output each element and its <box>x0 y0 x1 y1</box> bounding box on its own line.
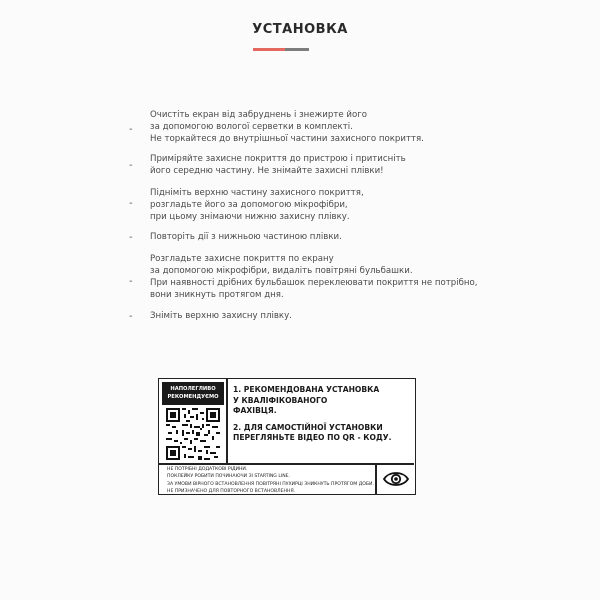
step-text-line: Не торкайтеся до внутрішньої частини захисного покриття. <box>150 134 424 144</box>
recommendation-line: У КВАЛІФІКОВАНОГО <box>233 395 328 405</box>
recommendation-badge <box>162 382 224 405</box>
step-text-line: при цьому знімаючи нижню захисну плівку. <box>150 212 350 222</box>
recommendation-line: 1. РЕКОМЕНДОВАНА УСТАНОВКА <box>233 385 380 394</box>
step-text-line: його середню частину. Не знімайте захисні плівки! <box>150 166 384 176</box>
note-line: ПОКЛЕЙКУ РОБИТИ ПОЧИНАЮЧИ ЗІ STARTING LINE. <box>167 474 291 480</box>
step-text-line: Підніміть верхню частину захисного покриття, <box>150 188 364 198</box>
step-text-line: Повторіть дії з нижньою частиною плівки. <box>150 232 342 242</box>
step-bullet: - <box>129 124 133 135</box>
step-text-line: При наявності дрібних бульбашок переклеювати покриття не потрібно, <box>150 278 478 288</box>
box-divider <box>375 463 377 494</box>
underline-red-segment <box>253 48 285 51</box>
recommendation-left-panel <box>159 379 225 463</box>
step-text-line: Розгладьте захисне покриття по екрану <box>150 254 334 264</box>
note-line: НЕ ПРИЗНАЧЕНО ДЛЯ ПОВТОРНОГО ВСТАНОВЛЕННЯ. <box>167 489 296 495</box>
box-divider <box>226 379 228 463</box>
recommendation-item-1 <box>233 385 413 417</box>
recommendation-box <box>158 378 416 495</box>
recommendation-notes <box>167 466 377 496</box>
step-text-line: Зніміть верхню захисну плівку. <box>150 311 292 321</box>
step-text-line: Очистіть екран від забруднень і знежирте його <box>150 110 367 120</box>
step-bullet: - <box>129 160 133 171</box>
step-bullet: - <box>129 232 133 243</box>
qr-code-icon[interactable] <box>166 408 220 460</box>
step-text-line: вони зникнуть протягом дня. <box>150 290 284 300</box>
badge-line: НАПОЛЕГЛИВО <box>170 386 216 392</box>
recommendation-line: ФАХІВЦЯ. <box>233 406 277 416</box>
eye-icon <box>383 470 409 488</box>
step-text-line: Приміряйте захисне покриття до пристрою і притисніть <box>150 154 406 164</box>
page-title: УСТАНОВКА <box>252 22 348 37</box>
step-text-line: за допомогою вологої серветки в комплекті. <box>150 122 353 132</box>
title-underline <box>253 48 309 51</box>
step-bullet: - <box>129 311 133 322</box>
recommendation-item-2 <box>233 423 413 444</box>
badge-line: РЕКОМЕНДУЄМО <box>167 394 219 400</box>
recommendation-line: ПЕРЕГЛЯНЬТЕ ВІДЕО ПО QR - КОДУ. <box>233 433 392 443</box>
step-bullet: - <box>129 198 133 209</box>
note-line: ЗА УМОВИ ВІРНОГО ВСТАНОВЛЕННЯ ПОВІТРЯНІ ПУХИРЦІ ЗНИКНУТЬ ПРОТЯГОМ ДОБИ. <box>167 481 374 487</box>
step-bullet: - <box>129 276 133 287</box>
recommendation-line: 2. ДЛЯ САМОСТІЙНОЇ УСТАНОВКИ <box>233 422 383 432</box>
recommendation-text <box>233 385 413 450</box>
underline-gray-segment <box>285 48 309 51</box>
step-text-line: розгладьте його за допомогою мікрофібри, <box>150 200 348 210</box>
step-text-line: за допомогою мікрофібри, видаліть повітряні бульбашки. <box>150 266 413 276</box>
note-line: НЕ ПОТРІБНІ ДОДАТКОВІ РІДИНИ. <box>167 467 248 472</box>
